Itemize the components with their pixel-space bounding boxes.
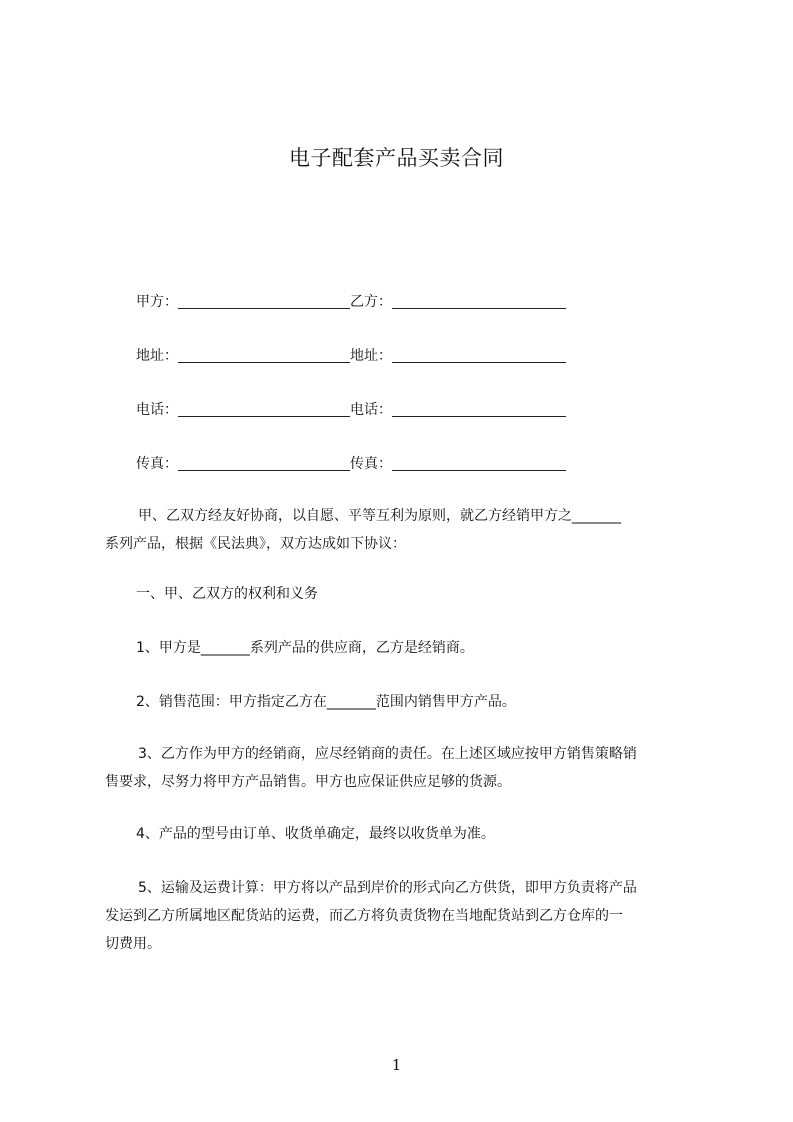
party-row-name (136, 292, 606, 312)
intro-paragraph (105, 502, 705, 558)
clause-5-line-3: 切费用。 (105, 936, 161, 952)
party-row-fax (136, 454, 606, 474)
clause-4: 4、产品的型号由订单、收货单确定，最终以收货单为准。 (136, 826, 495, 842)
clause-3 (105, 740, 705, 796)
party-a-fax-label: 传真： (136, 456, 178, 472)
intro-line-2: 系列产品，根据《民法典》，双方达成如下协议： (105, 536, 406, 552)
page-number: 1 (391, 1056, 402, 1074)
party-b-phone-label: 电话： (350, 402, 392, 418)
party-b-name-label: 乙方： (350, 294, 392, 310)
party-b-fax-blank[interactable] (392, 456, 566, 471)
clause-3-line-2: 售要求，尽努力将甲方产品销售。甲方也应保证供应足够的货源。 (105, 774, 511, 790)
party-b-address-blank[interactable] (392, 348, 566, 363)
party-a-name-blank[interactable] (178, 294, 350, 309)
party-a-name-label: 甲方： (136, 294, 178, 310)
document-title: 电子配套产品买卖合同 (289, 146, 504, 170)
party-b-name-blank[interactable] (392, 294, 566, 309)
section-heading-1: 一、甲、乙双方的权利和义务 (136, 586, 318, 602)
clause-5 (105, 874, 705, 958)
party-a-fax-blank[interactable] (178, 456, 350, 471)
party-row-phone (136, 400, 606, 420)
party-b-address-label: 地址： (350, 348, 392, 364)
clause-2: 2、销售范围：甲方指定乙方在_______范围内销售甲方产品。 (136, 694, 516, 710)
party-row-address (136, 346, 606, 366)
intro-line-1: 甲、乙双方经友好协商，以自愿、平等互利为原则，就乙方经销甲方之_______ (138, 508, 621, 524)
clause-1: 1、甲方是_______系列产品的供应商，乙方是经销商。 (136, 640, 474, 656)
clause-5-line-1: 5、运输及运费计算：甲方将以产品到岸价的形式向乙方供货，即甲方负责将产品 (138, 880, 637, 896)
party-b-phone-blank[interactable] (392, 402, 566, 417)
clause-3-line-1: 3、乙方作为甲方的经销商，应尽经销商的责任。在上述区域应按甲方销售策略销 (138, 746, 637, 762)
party-a-address-label: 地址： (136, 348, 178, 364)
clause-5-line-2: 发运到乙方所属地区配货站的运费，而乙方将负责货物在当地配货站到乙方仓库的一 (105, 908, 623, 924)
party-a-phone-label: 电话： (136, 402, 178, 418)
party-a-address-blank[interactable] (178, 348, 350, 363)
party-a-phone-blank[interactable] (178, 402, 350, 417)
party-b-fax-label: 传真： (350, 456, 392, 472)
